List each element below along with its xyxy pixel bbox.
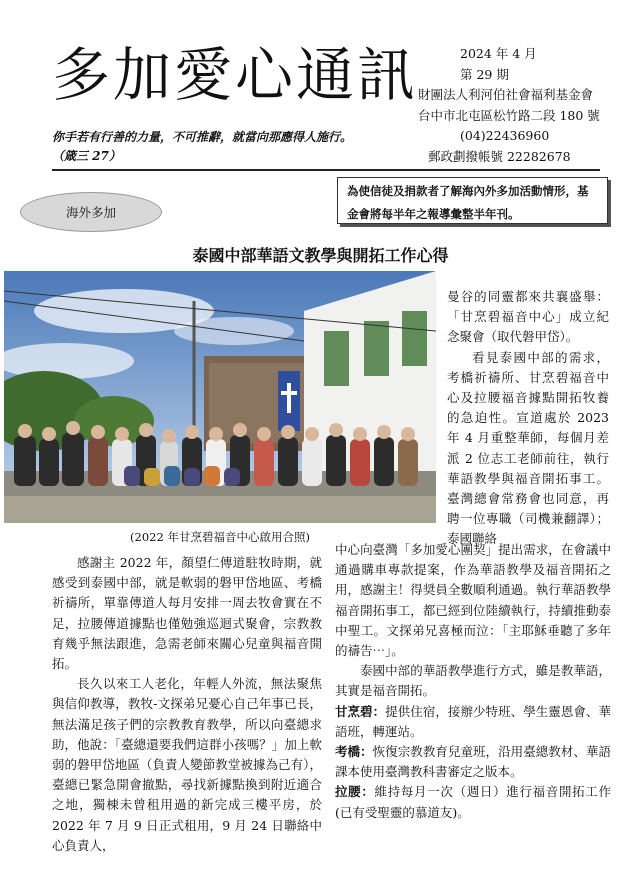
list-item: [335, 742, 611, 782]
item-text: 維持每月一次（週日）進行福音開拓工作(已有受聖靈的慕道友)。: [335, 784, 611, 820]
item-label: 甘烹碧：: [335, 703, 386, 719]
section-label: 海外多加: [20, 192, 162, 232]
article-headline: 泰國中部華語文教學與開拓工作心得: [192, 246, 449, 265]
paragraph: 中心向臺灣「多加愛心團契」提出需求，在會議中通過購車專款提案，作為華語教學及福音開拓之用，感謝主！得奨員全數順利通過。執行華語教學福音開拓事工，都已經到位陸續執行，持續推動泰中聖工。文探弟兄喜極而泣：「主耶穌垂聽了多年的禱告⋯」。: [335, 542, 611, 659]
group-photo-image: [4, 271, 436, 523]
paragraph: 曼谷的同靈都來共襄盛舉：「甘烹碧福音中心」成立紀念聚會（取代磐甲岱）。: [447, 289, 609, 345]
paragraph: 泰國中部的華語教學進行方式，雖是教華語，其實是福音開拓。: [335, 663, 611, 699]
paragraph: 看見泰國中部的需求，考橋祈禱所、甘烹碧福音中心及拉腰福音據點開拓牧養的急迫性。宣道處於 2023 年 4 月重整華師，每個月差派 2 位志工老師前往，執行華語教學與福音開拓事工。臺灣總會常務會也同意，再聘一位專職（司機兼翻譯）；泰國聯絡: [447, 349, 609, 547]
org-address: 台中市北屯區松竹路二段 180 號: [418, 107, 600, 123]
paragraph: 長久以來工人老化，年輕人外流，無法聚焦與信仰教導，教牧-文探弟兄憂心自己年事已長，無法滿足孩子們的宗教教育教學，所以向臺總求助，他說：「臺總還要我們這群小孩嗎？」加上軟弱的磐甲岱地區（負責人變節教堂被據為己有），臺總已緊急開會撤點，尋找新據點換到附近適合之地，獨棟未曾租用過的新完成三樓平房，於 2022 年 7 月 9 日正式租用，9 月 24 日聯絡中心負責人，: [52, 676, 322, 853]
list-item: [335, 702, 611, 742]
item-text: 恢復宗教教育兒童班，沿用臺總教材、華語課本使用臺灣教科書審定之版本。: [335, 744, 611, 780]
masthead-verse: [52, 128, 382, 166]
postal-account: 郵政劃撥帳號 22282678: [428, 148, 571, 164]
article-column-left: [52, 553, 322, 856]
article-column-right-top: [447, 287, 609, 550]
verse-text: 你手若有行善的力量，不可推辭，就當向那應得人施行。: [52, 130, 353, 144]
org-name: 財團法人利河伯社會福利基金會: [418, 87, 594, 102]
item-text: 提供住宿，接辦少特班、學生靈恩會、華語班，轉運站。: [335, 703, 611, 739]
issue-date: 2024 年 4 月: [460, 46, 537, 61]
newsletter-title: 多加愛心通訊: [52, 41, 419, 109]
publication-info: [418, 44, 600, 167]
notice-box: 為使信徒及捐款者了解海內外多加活動情形，基金會將每半年之報導彙整半年刊。: [337, 177, 608, 224]
paragraph: 感謝主 2022 年，顏望仁傳道駐牧時期，就感受到泰國中部，就是軟弱的磐甲岱地區、考橋祈禱所，單靠傳道人每月安排一周去牧會實在不足，拉腰傳道據點也僅勉強巡迴式聚會，宗教教育幾乎無法跟進，急需老師來關心兒童與福音開拓。: [52, 555, 322, 672]
article-column-right-bottom: [335, 540, 611, 823]
issue-number: 第 29 期: [460, 66, 509, 82]
group-photo: [4, 271, 436, 523]
org-phone: (04)22436960: [460, 128, 550, 143]
list-item: [335, 782, 611, 822]
masthead-divider: [52, 169, 600, 171]
photo-caption: (2022 年甘烹碧福音中心啟用合照): [130, 530, 310, 544]
verse-ref: （箴三 27）: [52, 149, 121, 163]
item-label: 拉腰：: [335, 784, 375, 800]
item-label: 考橋：: [335, 744, 373, 760]
